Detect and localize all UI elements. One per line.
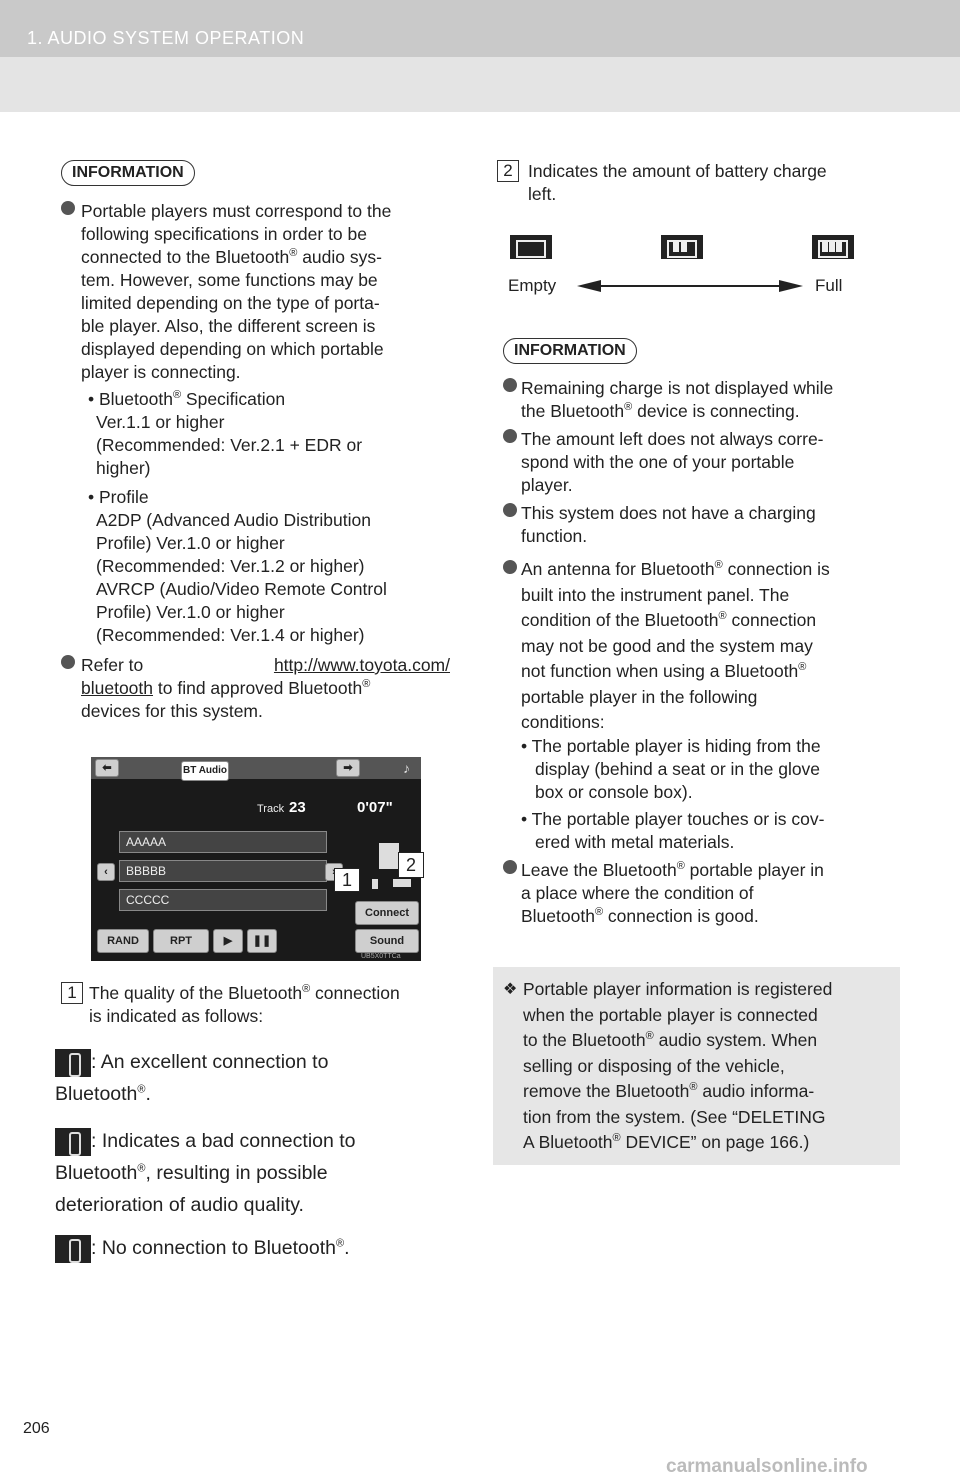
page-header [0,0,960,112]
track-number: 23 [289,799,306,816]
bullet-no-charging: This system does not have a charging function. [503,502,889,548]
audio-screen-image [91,757,421,961]
bluetooth-excellent-icon [55,1049,91,1077]
bullet-leave-player: Leave the Bluetooth® portable player in a place where the condition of Bluetooth® connection is good. [503,859,889,928]
spec-list: • Bluetooth® Specification Ver.1.1 or higher (Recommended: Ver.2.1 + EDR or higher) [88,389,363,478]
callout-1: 1 [334,868,360,892]
bluetooth-bad-icon [55,1128,91,1156]
full-label: Full [815,276,843,295]
rpt-button: RPT [153,929,209,953]
page-number: 206 [23,1420,50,1437]
battery-full-icon [812,235,854,259]
bullet-specifications: Portable players must correspond to the following specifications in order to be connected to the Bluetooth® audio sys- tem. However, some functions may be limited depending on the type of porta- ble player. Also, the different screen is displayed depending on which portable player is connecting. [61,200,450,384]
quality-bad: : Indicates a bad connection to Bluetooth®, resulting in possible deterioration of audio quality. [55,1125,460,1221]
bullet-icon [503,560,517,574]
bullet-remaining-charge: Remaining charge is not displayed while the Bluetooth® device is connecting. [503,377,889,423]
music-note-icon: ♪ [403,760,410,776]
screen-top-bar [91,757,421,779]
toyota-link-cont[interactable]: bluetooth [81,678,154,698]
artist-row: AAAAA [119,831,327,853]
back-arrow-icon: ⬅ [95,759,119,777]
empty-label: Empty [508,276,557,295]
quality-none: : No connection to Bluetooth®. [55,1232,460,1264]
note-2: 2 Indicates the amount of battery charge left. [497,160,900,206]
note-1: 1 The quality of the Bluetooth® connection is indicated as follows: [61,982,461,1028]
album-row: BBBBB [119,860,327,882]
bullet-icon [503,503,517,517]
bluetooth-status-icon [372,879,378,889]
registration-note-box: ❖ Portable player information is registered when the portable player is connected to the Bluetooth® audio system. When selling or disposing of the vehicle, remove the Bluetooth® audio informa- tion from the system. (See “DELETING A Bluetooth® DEVICE” on page 166.) [493,967,900,1165]
battery-icon [393,879,411,887]
number-box-2: 2 [497,160,519,182]
bullet-icon [503,378,517,392]
pause-icon: ❚❚ [247,929,277,953]
bullet-refer: Refer to http://www.toyota.com/ bluetooth to find approved Bluetooth® devices for this system. [61,654,450,723]
track-label: Track [257,803,285,815]
connect-button: Connect [355,901,419,925]
diamond-bullet-icon: ❖ [503,981,518,998]
callout-2: 2 [398,852,424,878]
phone-icon [379,843,399,869]
forward-arrow-icon: ➡ [336,759,360,777]
bullet-icon [503,860,517,874]
tab-bt-audio: BT Audio [181,761,229,781]
battery-empty-icon [510,235,552,259]
bullet-icon [503,429,517,443]
title-row: CCCCC [119,889,327,911]
bullet-icon [61,655,75,669]
section-title: 1. AUDIO SYSTEM OPERATION [27,28,305,48]
bullet-icon [61,201,75,215]
sub-bullet-hiding: • The portable player is hiding from the display (behind a seat or in the glove box or console box). [521,736,821,802]
sound-button: Sound [355,929,419,953]
bullet-amount-left: The amount left does not always corre- spond with the one of your portable player. [503,428,889,497]
image-code: UB5X0TTCa [361,953,401,960]
number-box-1: 1 [61,982,83,1004]
profile-list: • Profile A2DP (Advanced Audio Distribution Profile) Ver.1.0 or higher (Recommended: Ver.1.2 or higher) AVRCP (Audio/Video Remote Control Profile) Ver.1.0 or higher (Recommended: Ver.1.4 or higher) [88,487,387,645]
information-label: INFORMATION [61,160,195,186]
sub-bullet-metal: • The portable player touches or is cov- ered with metal materials. [521,809,825,852]
prev-icon: ‹ [97,863,115,881]
double-arrow-icon [575,276,805,296]
information-label-right: INFORMATION [503,338,637,364]
play-icon: ▶ [213,929,243,953]
quality-excellent: : An excellent connection to Bluetooth®. [55,1046,460,1110]
bullet-antenna: An antenna for Bluetooth® connection is built into the instrument panel. The condition of the Bluetooth® connection may not be good and the system may not function when using a Bluetooth® portable player in the following conditions: [503,557,889,736]
battery-half-icon [661,235,703,259]
rand-button: RAND [97,929,149,953]
toyota-link[interactable]: http://www.toyota.com/ [273,655,450,675]
watermark: carmanualsonline.info [666,1456,868,1477]
bluetooth-none-icon [55,1235,91,1263]
track-time: 0'07" [357,799,393,816]
